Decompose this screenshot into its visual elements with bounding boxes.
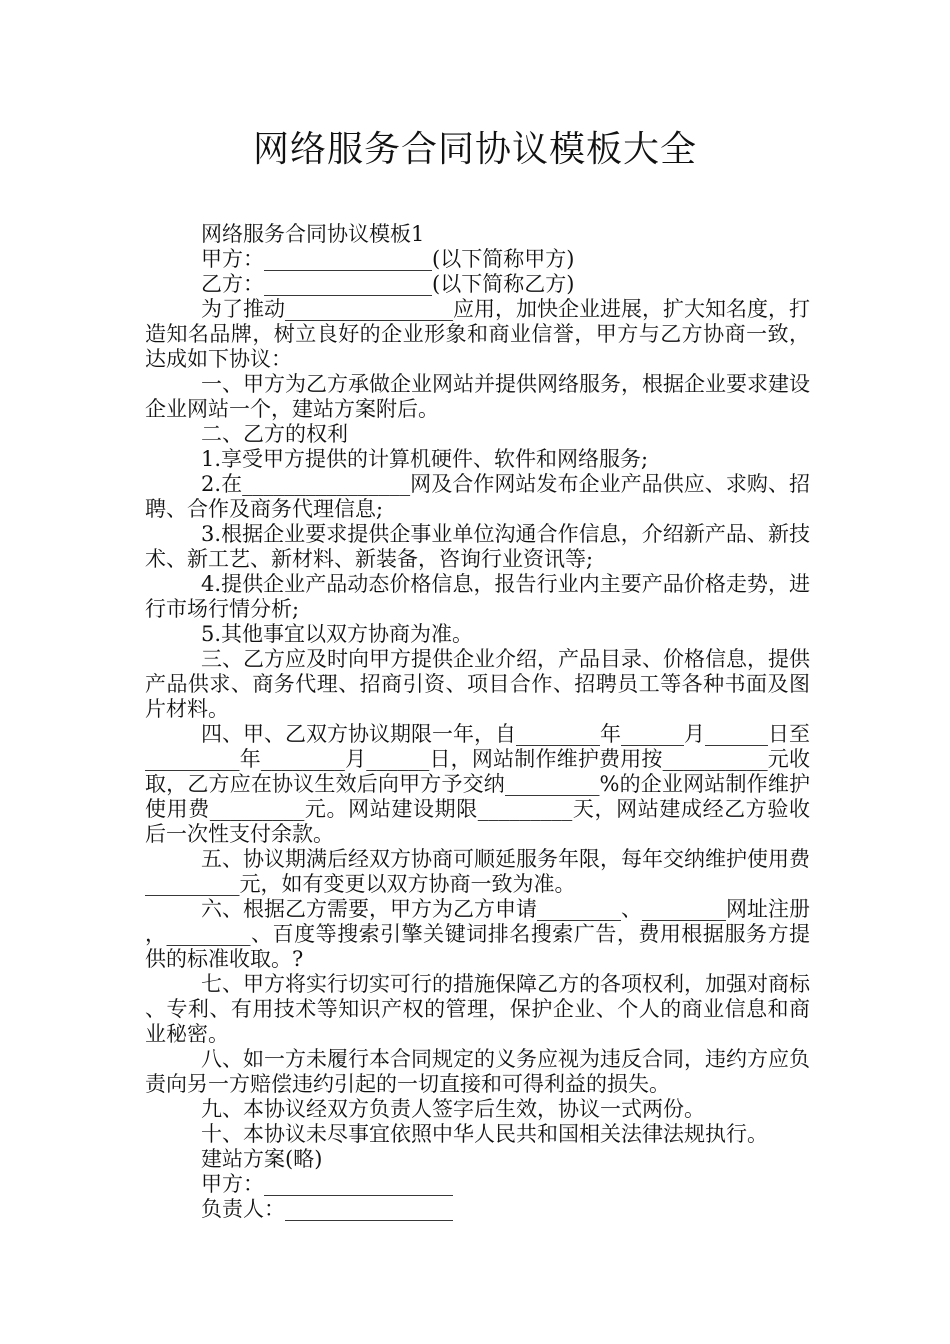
signature-responsible-person: 负责人：________________ [201, 1197, 453, 1221]
clause-10: 十、本协议未尽事宜依照中华人民共和国相关法律法规执行。 [201, 1122, 768, 1146]
document-body [145, 222, 810, 1222]
clause-2-item-1: 1.享受甲方提供的计算机硬件、软件和网络服务; [201, 447, 649, 471]
clause-2-item-4: 4.提供企业产品动态价格信息，报告行业内主要产品价格走势，进行市场行情分析; [145, 572, 810, 621]
preamble-paragraph: 为了推动________________应用，加快企业进展，扩大知名度，打造知名品牌，树立良好的企业形象和商业信誉，甲方与乙方协商一致，达成如下协议： [145, 297, 810, 371]
clause-2-item-2: 2.在________________网及合作网站发布企业产品供应、求购、招聘、合作及商务代理信息; [145, 472, 810, 521]
clause-4: 四、甲、乙双方协议期限一年，自________年______月______日至_________年________月______日，网站制作维护费用按__________元收取，乙方应在协议生效后向甲方予交纳_________%的企业网站制作维护使用费_________元。网站建设期限_________天，网站建成经乙方验收后一次性支付余款。 [145, 722, 810, 846]
party-a-line: 甲方：________________(以下简称甲方) [201, 247, 575, 271]
clause-2-heading: 二、乙方的权利 [201, 422, 348, 446]
clause-2-item-5: 5.其他事宜以双方协商为准。 [201, 622, 474, 646]
plan-note: 建站方案(略) [201, 1147, 323, 1171]
clause-7: 七、甲方将实行切实可行的措施保障乙方的各项权利，加强对商标、专利、有用技术等知识产权的管理，保护企业、个人的商业信息和商业秘密。 [145, 972, 810, 1046]
clause-6: 六、根据乙方需要，甲方为乙方申请________、________网址注册，________、百度等搜索引擎关键词排名搜索广告，费用根据服务方提供的标准收取。? [145, 897, 810, 971]
party-b-line: 乙方：________________(以下简称乙方) [201, 272, 575, 296]
clause-1: 一、甲方为乙方承做企业网站并提供网络服务，根据企业要求建设企业网站一个，建站方案附后。 [145, 372, 810, 421]
clause-3: 三、乙方应及时向甲方提供企业介绍，产品目录、价格信息，提供产品供求、商务代理、招商引资、项目合作、招聘员工等各种书面及图片材料。 [145, 647, 810, 721]
signature-party-a: 甲方：__________________ [201, 1172, 453, 1196]
document-title: 网络服务合同协议模板大全 [252, 129, 697, 170]
clause-2-item-3: 3.根据企业要求提供企事业单位沟通合作信息，介绍新产品、新技术、新工艺、新材料、新装备，咨询行业资讯等; [145, 522, 810, 571]
clause-8: 八、如一方未履行本合同规定的义务应视为违反合同，违约方应负责向另一方赔偿违约引起的一切直接和可得利益的损失。 [145, 1047, 810, 1096]
section-heading: 网络服务合同协议模板1 [201, 222, 425, 246]
clause-5: 五、协议期满后经双方协商可顺延服务年限，每年交纳维护使用费_________元，如有变更以双方协商一致为准。 [145, 847, 810, 896]
clause-9: 九、本协议经双方负责人签字后生效，协议一式两份。 [201, 1097, 705, 1121]
